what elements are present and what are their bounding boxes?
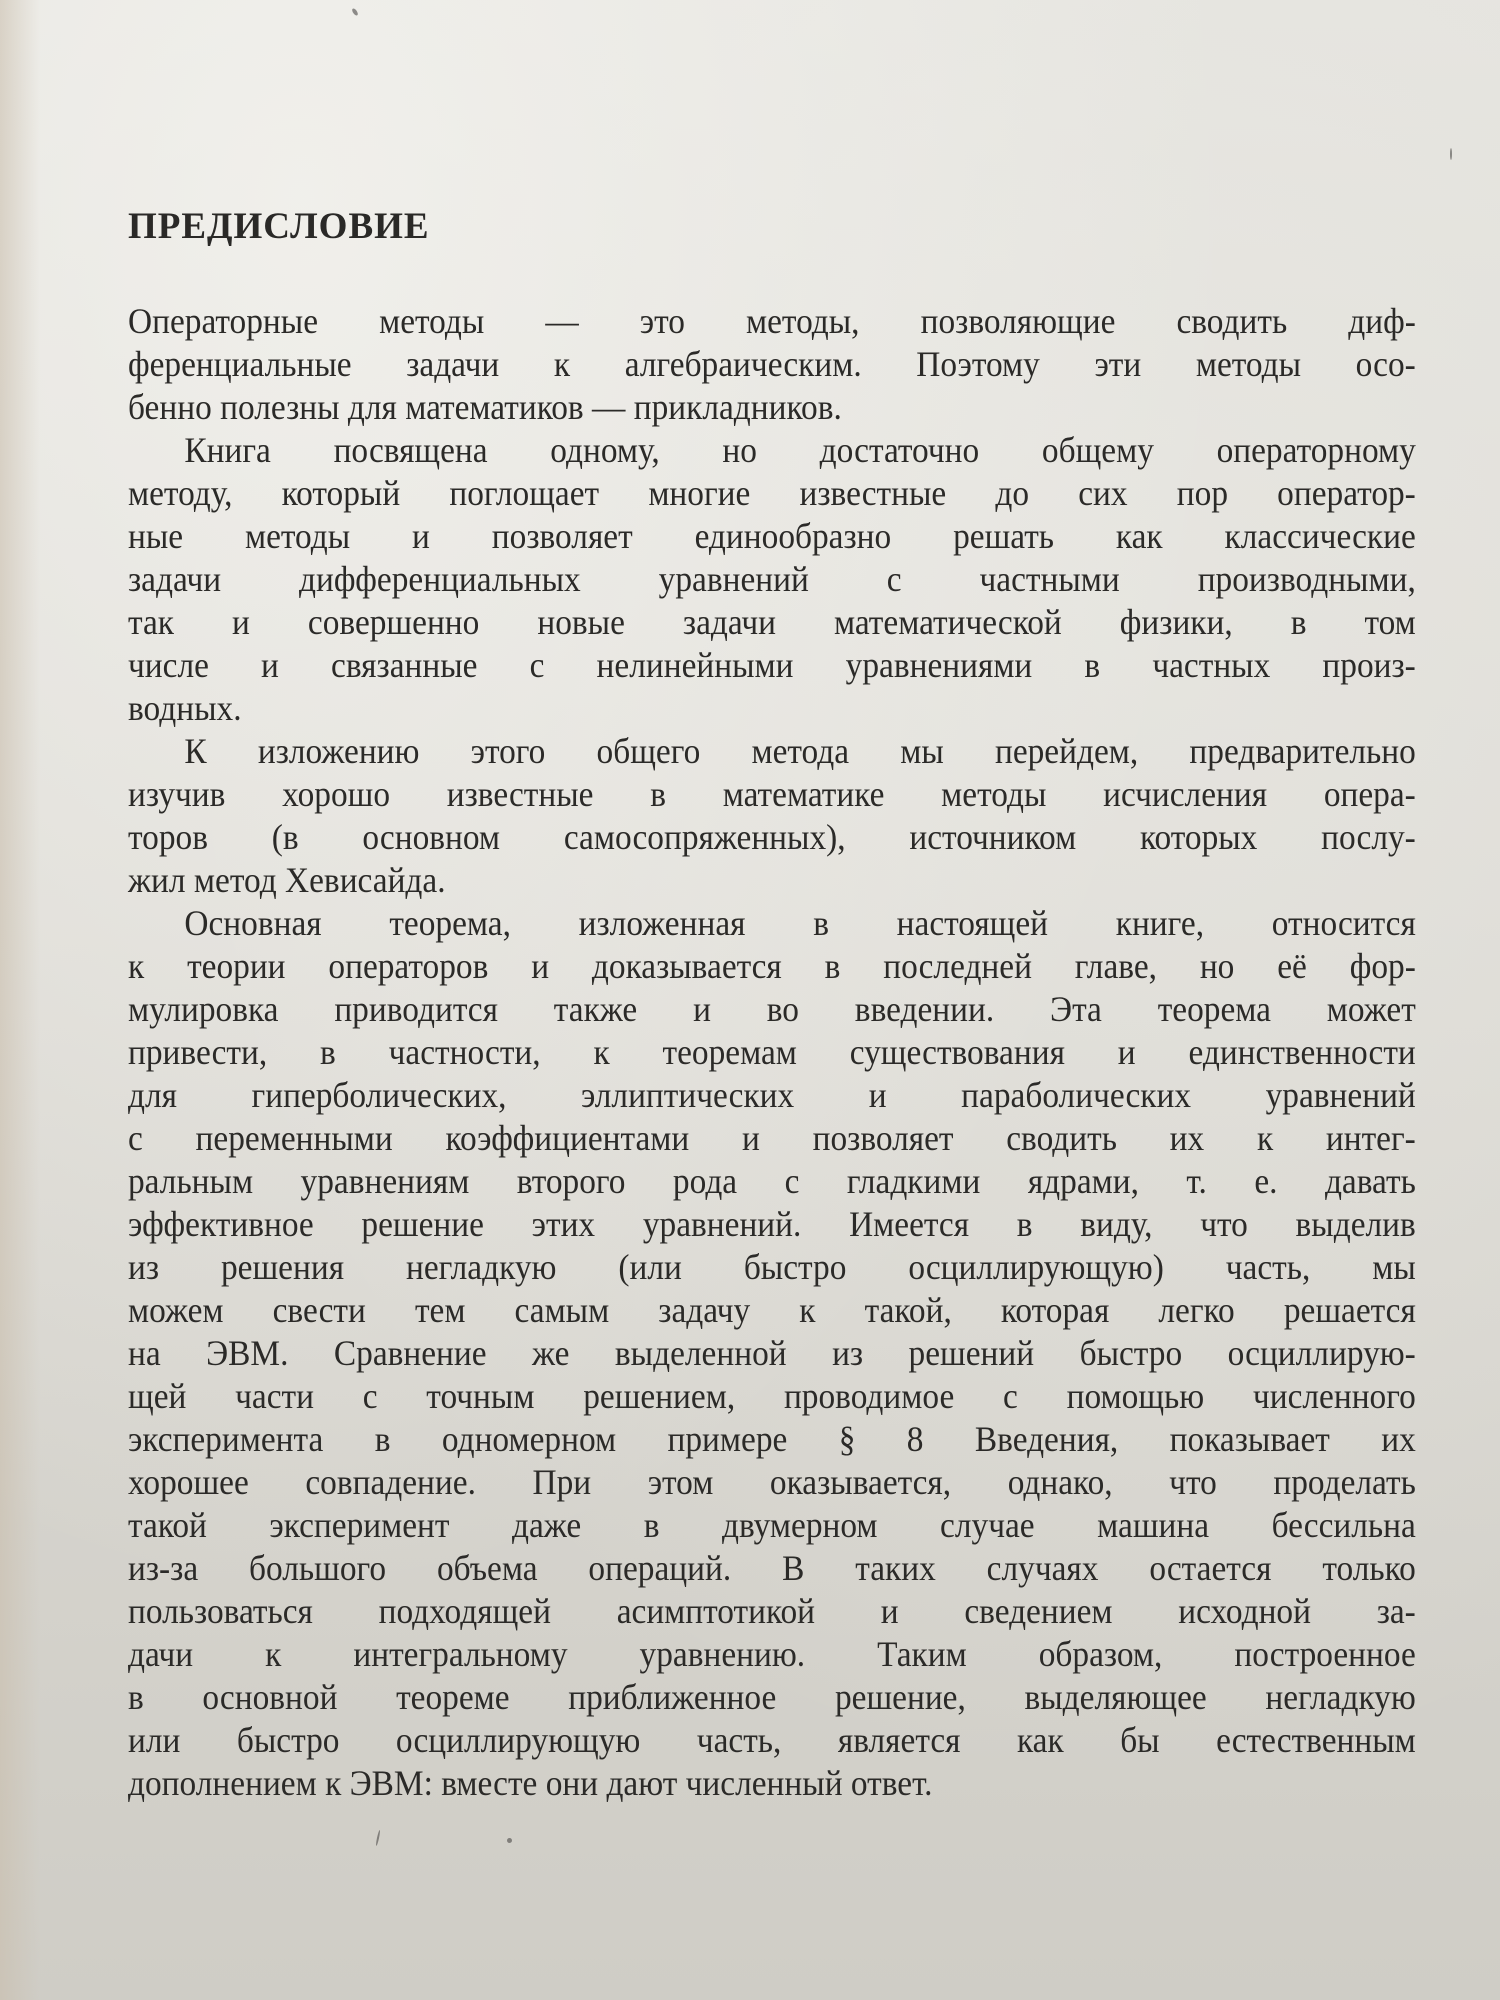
text-line: дополнением к ЭВМ: вместе они дают численный ответ.	[128, 1763, 933, 1803]
text-line: эффективное решение этих уравнений. Имеется в виду, что выделив	[128, 1204, 1416, 1244]
text-line: ные методы и позволяет единообразно решать как классические	[128, 516, 1416, 556]
text-line: эксперимента в одномерном примере § 8 Введения, показывает их	[128, 1419, 1416, 1459]
text-line: в основной теореме приближенное решение, выделяющее негладкую	[128, 1677, 1416, 1717]
text-line: дачи к интегральному уравнению. Таким образом, построенное	[128, 1634, 1416, 1674]
text-line: к теории операторов и доказывается в последней главе, но её фор-	[128, 946, 1416, 986]
text-line: так и совершенно новые задачи математической физики, в том	[128, 602, 1416, 642]
text-line: водных.	[128, 688, 242, 728]
text-line: мулировка приводится также и во введении. Эта теорема может	[128, 989, 1416, 1029]
text-line: Операторные методы — это методы, позволяющие сводить диф-	[128, 301, 1416, 341]
text-line: щей части с точным решением, проводимое с помощью численного	[128, 1376, 1416, 1416]
text-line: Книга посвящена одному, но достаточно общему операторному	[184, 430, 1416, 470]
text-line: Основная теорема, изложенная в настоящей книге, относится	[184, 903, 1416, 943]
text-line: бенно полезны для математиков — прикладников.	[128, 387, 842, 427]
text-line: ральным уравнениям второго рода с гладкими ядрами, т. е. давать	[128, 1161, 1416, 1201]
text-line: ференциальные задачи к алгебраическим. Поэтому эти методы осо-	[128, 344, 1416, 384]
text-line: задачи дифференциальных уравнений с частными производными,	[128, 559, 1416, 599]
text-line: такой эксперимент даже в двумерном случае машина бессильна	[128, 1505, 1416, 1545]
paper-speck	[375, 1830, 380, 1846]
text-line: числе и связанные с нелинейными уравнениями в частных произ-	[128, 645, 1416, 685]
text-line: из решения негладкую (или быстро осциллирующую) часть, мы	[128, 1247, 1416, 1287]
text-line: К изложению этого общего метода мы перейдем, предварительно	[184, 731, 1416, 771]
text-line: из-за большого объема операций. В таких случаях остается только	[128, 1548, 1416, 1588]
preface-body	[128, 300, 1416, 1805]
paper-speck	[351, 8, 359, 17]
text-line: привести, в частности, к теоремам существования и единственности	[128, 1032, 1416, 1072]
text-line: или быстро осциллирующую часть, является как бы естественным	[128, 1720, 1416, 1760]
paper-speck	[507, 1838, 512, 1843]
text-line: изучив хорошо известные в математике методы исчисления опера-	[128, 774, 1416, 814]
text-line: на ЭВМ. Сравнение же выделенной из решений быстро осциллирую-	[128, 1333, 1416, 1373]
text-line: пользоваться подходящей асимптотикой и сведением исходной за-	[128, 1591, 1416, 1631]
paper-speck	[1450, 148, 1452, 160]
text-line: жил метод Хевисайда.	[128, 860, 446, 900]
text-line: для гиперболических, эллиптических и параболических уравнений	[128, 1075, 1416, 1115]
text-line: можем свести тем самым задачу к такой, которая легко решается	[128, 1290, 1416, 1330]
page-edge-shadow	[0, 0, 40, 2000]
text-line: торов (в основном самосопряженных), источником которых послу-	[128, 817, 1416, 857]
text-line: методу, который поглощает многие известные до сих пор оператор-	[128, 473, 1416, 513]
text-line: с переменными коэффициентами и позволяет сводить их к интег-	[128, 1118, 1416, 1158]
page-heading: ПРЕДИСЛОВИЕ	[128, 206, 430, 247]
text-line: хорошее совпадение. При этом оказывается, однако, что проделать	[128, 1462, 1416, 1502]
